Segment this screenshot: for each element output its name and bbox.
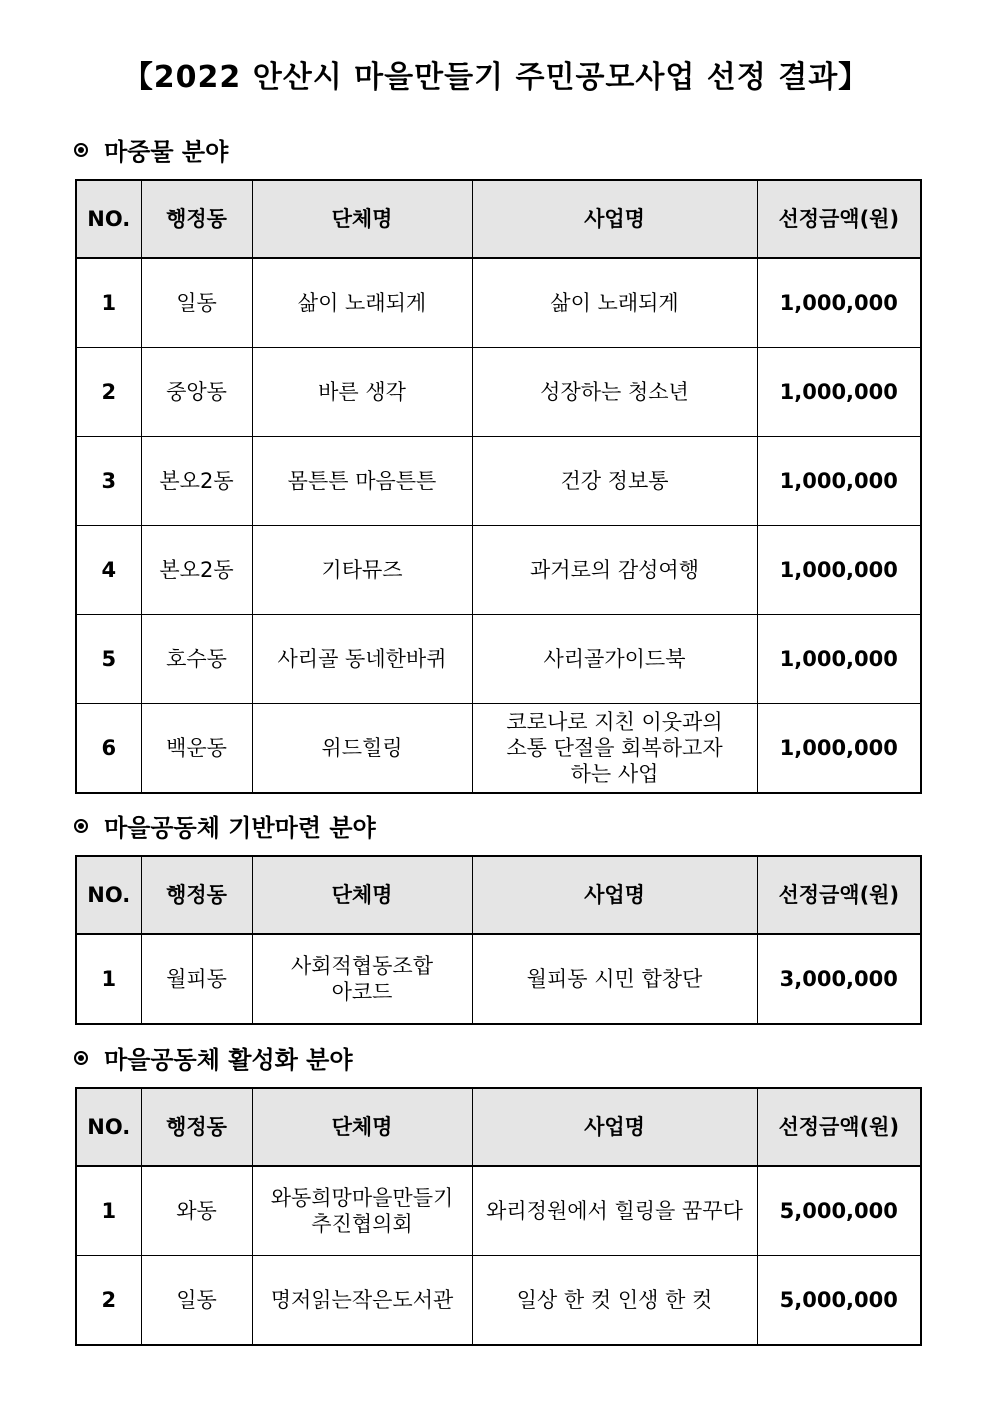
header-project: 사업명 — [472, 1088, 757, 1166]
table-row — [76, 1256, 921, 1346]
table-header-row — [76, 856, 921, 934]
cell-dong: 일동 — [141, 258, 252, 348]
page-title: 【2022 안산시 마을만들기 주민공모사업 선정 결과】 — [122, 60, 870, 95]
cell-org: 삶이 노래되게 — [252, 258, 472, 348]
cell-org: 사리골 동네한바퀴 — [252, 615, 472, 704]
cell-no: 2 — [76, 1256, 141, 1346]
seed-results-table — [75, 179, 922, 794]
table-header-row — [76, 180, 921, 258]
header-org: 단체명 — [252, 1088, 472, 1166]
cell-project: 삶이 노래되게 — [472, 258, 757, 348]
cell-org: 몸튼튼 마음튼튼 — [252, 437, 472, 526]
cell-amount: 5,000,000 — [757, 1166, 921, 1256]
table-row — [76, 437, 921, 526]
header-dong: 행정동 — [141, 180, 252, 258]
cell-amount: 3,000,000 — [757, 934, 921, 1024]
header-amount: 선정금액(원) — [757, 1088, 921, 1166]
table-header-row — [76, 1088, 921, 1166]
cell-no: 3 — [76, 437, 141, 526]
circle-bullet-icon — [74, 819, 88, 833]
header-no: NO. — [76, 1088, 141, 1166]
cell-project: 성장하는 청소년 — [472, 348, 757, 437]
cell-no: 2 — [76, 348, 141, 437]
cell-project: 건강 정보통 — [472, 437, 757, 526]
circle-bullet-icon — [74, 1051, 88, 1065]
cell-amount: 1,000,000 — [757, 526, 921, 615]
table-row — [76, 615, 921, 704]
cell-org: 기타뮤즈 — [252, 526, 472, 615]
section-title: 마을공동체 활성화 분야 — [104, 1046, 353, 1074]
header-dong: 행정동 — [141, 856, 252, 934]
cell-dong: 본오2동 — [141, 437, 252, 526]
header-dong: 행정동 — [141, 1088, 252, 1166]
cell-dong: 일동 — [141, 1256, 252, 1346]
section-heading-activation — [74, 1040, 353, 1075]
cell-project: 사리골가이드북 — [472, 615, 757, 704]
foundation-results-table — [75, 855, 922, 1025]
cell-no: 1 — [76, 1166, 141, 1256]
activation-results-table — [75, 1087, 922, 1346]
table-row — [76, 704, 921, 794]
table-row — [76, 258, 921, 348]
cell-project: 일상 한 컷 인생 한 컷 — [472, 1256, 757, 1346]
cell-org: 사회적협동조합 아코드 — [252, 934, 472, 1024]
cell-amount: 1,000,000 — [757, 615, 921, 704]
cell-no: 6 — [76, 704, 141, 794]
cell-project: 과거로의 감성여행 — [472, 526, 757, 615]
header-amount: 선정금액(원) — [757, 856, 921, 934]
header-org: 단체명 — [252, 856, 472, 934]
section-heading-foundation — [74, 808, 376, 843]
table-row — [76, 1166, 921, 1256]
header-amount: 선정금액(원) — [757, 180, 921, 258]
cell-no: 5 — [76, 615, 141, 704]
table-row — [76, 526, 921, 615]
header-no: NO. — [76, 856, 141, 934]
cell-amount: 5,000,000 — [757, 1256, 921, 1346]
cell-org: 바른 생각 — [252, 348, 472, 437]
cell-org: 와동희망마을만들기 추진협의회 — [252, 1166, 472, 1256]
header-project: 사업명 — [472, 856, 757, 934]
header-org: 단체명 — [252, 180, 472, 258]
cell-amount: 1,000,000 — [757, 437, 921, 526]
cell-dong: 백운동 — [141, 704, 252, 794]
header-project: 사업명 — [472, 180, 757, 258]
table-row — [76, 348, 921, 437]
cell-project: 코로나로 지친 이웃과의 소통 단절을 회복하고자 하는 사업 — [472, 704, 757, 794]
table-row — [76, 934, 921, 1024]
cell-amount: 1,000,000 — [757, 704, 921, 794]
header-no: NO. — [76, 180, 141, 258]
cell-project: 와리정원에서 힐링을 꿈꾸다 — [472, 1166, 757, 1256]
cell-no: 1 — [76, 258, 141, 348]
cell-org: 위드힐링 — [252, 704, 472, 794]
cell-dong: 본오2동 — [141, 526, 252, 615]
cell-project: 월피동 시민 합창단 — [472, 934, 757, 1024]
circle-bullet-icon — [74, 143, 88, 157]
cell-amount: 1,000,000 — [757, 348, 921, 437]
cell-dong: 와동 — [141, 1166, 252, 1256]
section-title: 마중물 분야 — [104, 138, 229, 166]
cell-no: 1 — [76, 934, 141, 1024]
cell-no: 4 — [76, 526, 141, 615]
cell-dong: 호수동 — [141, 615, 252, 704]
section-heading-seed — [74, 132, 228, 167]
section-title: 마을공동체 기반마련 분야 — [104, 814, 376, 842]
cell-amount: 1,000,000 — [757, 258, 921, 348]
cell-org: 명저읽는작은도서관 — [252, 1256, 472, 1346]
cell-dong: 월피동 — [141, 934, 252, 1024]
cell-dong: 중앙동 — [141, 348, 252, 437]
